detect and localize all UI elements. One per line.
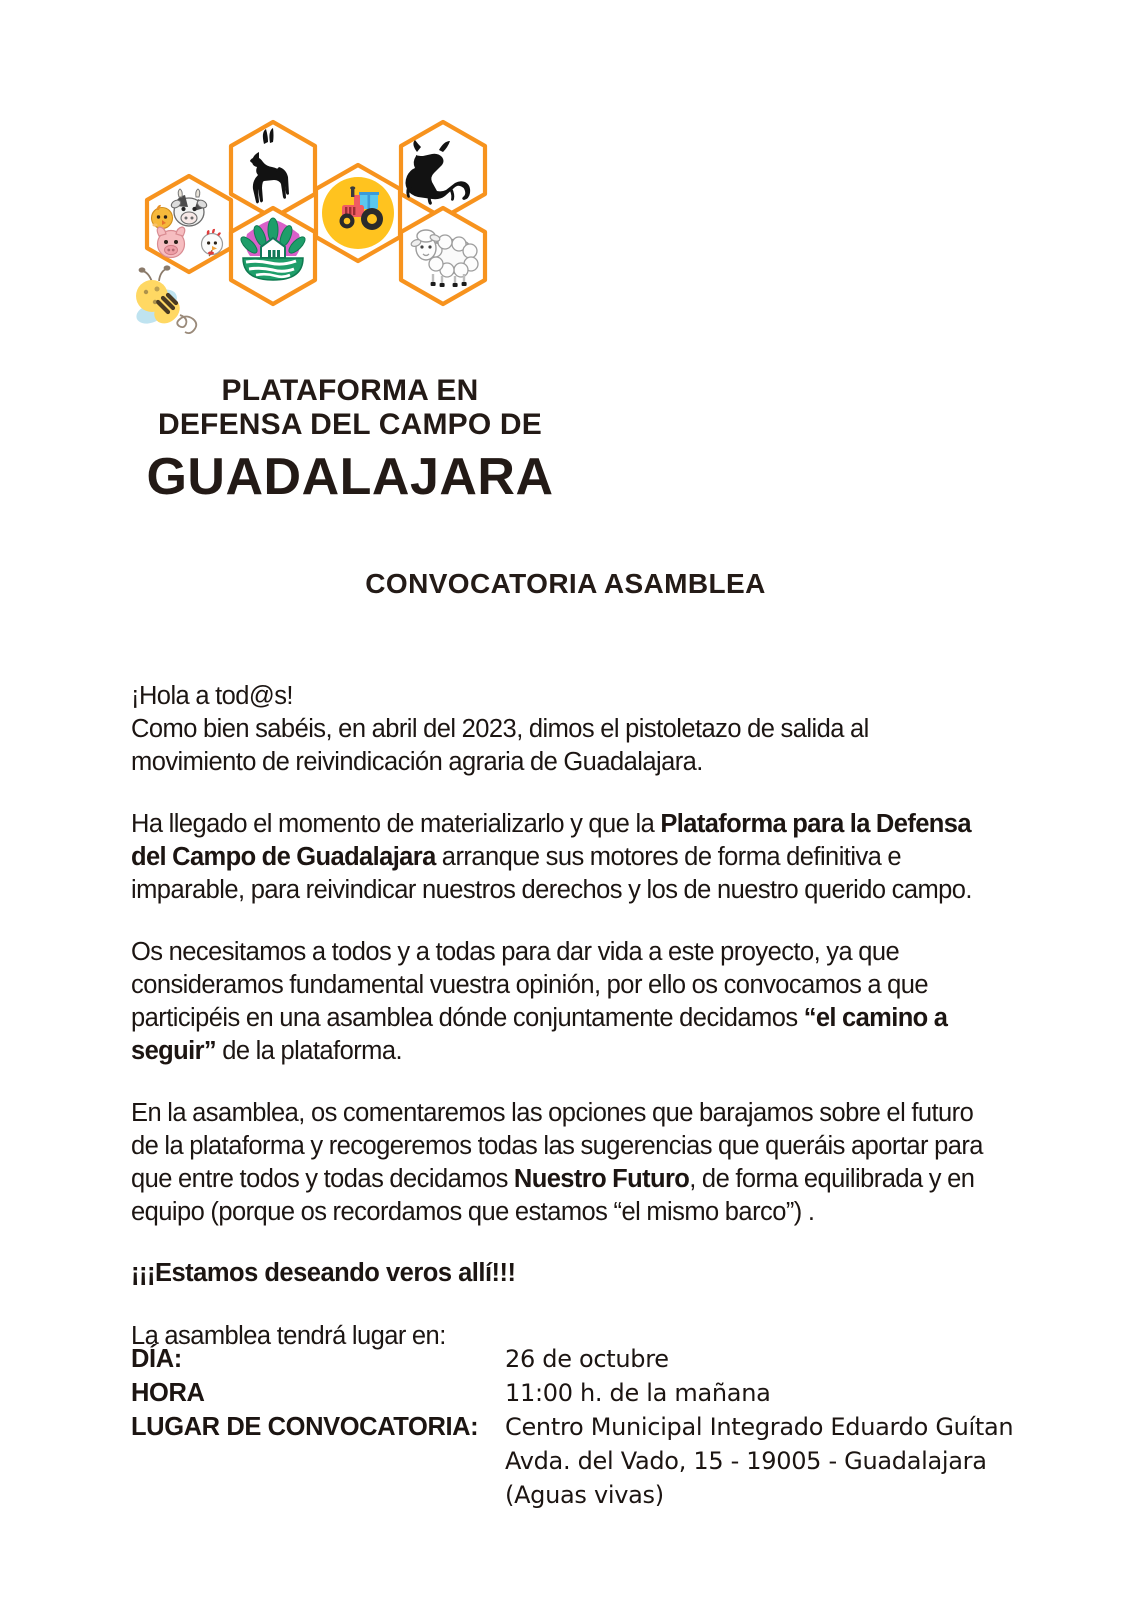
address-line-3: (Aguas vivas) [505,1481,664,1509]
hex-farm-animals [147,176,231,272]
call-to-action-text: ¡¡¡Estamos deseando veros allí!!! [131,1259,516,1287]
letter-body [131,680,991,1353]
address-line-2: Avda. del Vado, 15 - 19005 - Guadalajara [505,1447,987,1475]
p3-after: de la plataforma. [216,1037,403,1065]
paragraph-plataforma [131,808,991,907]
paragraph-futuro [131,1097,991,1229]
hex-tractor [316,165,400,261]
page-title: CONVOCATORIA ASAMBLEA [365,568,766,599]
logo-line-3: GUADALAJARA [146,448,554,506]
p3-before: Os necesitamos a todos y a todas para dar vida a este proyecto, ya que consideramos fundamental vuestra opinión, por ello os convocamos a que participéis en una asamblea dónde conjuntamente decidamos [131,938,929,1032]
detail-value-dia: 26 de octubre [505,1345,669,1373]
organization-logo [0,112,700,512]
p2-bold: Plataforma para la Defensa del Campo de Guadalajara [131,810,971,871]
paragraph-participacion [131,936,991,1068]
hex-sheep [401,208,485,304]
hex-farm-field [231,208,315,304]
p4-bold: Nuestro Futuro [513,1165,690,1193]
hex-goat [231,122,315,218]
logo-line-1: PLATAFORMA EN [221,374,479,407]
detail-row-lugar [131,1410,1031,1444]
hex-bull [401,122,485,218]
p4-after: , de forma equilibrada y en equipo (porque os recordamos que estamos “el mismo barco”) . [131,1165,975,1226]
logo-line-2: DEFENSA DEL CAMPO DE [157,408,543,441]
detail-label-lugar: LUGAR DE CONVOCATORIA: [131,1413,479,1441]
detail-row-dia [131,1342,1031,1376]
detail-value-hora: 11:00 h. de la mañana [505,1379,771,1407]
p3-bold: “el camino a seguir” [131,1004,948,1065]
detail-label-dia: DÍA: [131,1345,182,1373]
p2-after: arranque sus motores de forma definitiva e imparable, para reivindicar nuestros derechos y los de nuestro querido campo. [131,843,972,904]
event-details [131,1342,1031,1512]
p2-before: Ha llegado el momento de materializarlo y que la [131,810,661,838]
detail-row-hora [131,1376,1031,1410]
detail-label-hora: HORA [131,1379,205,1407]
greeting-text: ¡Hola a tod@s! [131,682,293,710]
paragraph-intro [131,680,991,779]
closing-text: La asamblea tendrá lugar en: [131,1322,446,1350]
logo-wordmark [0,374,700,508]
detail-value-lugar: Centro Municipal Integrado Eduardo Guítan [505,1413,1014,1441]
intro-text: Como bien sabéis, en abril del 2023, dimos el pistoletazo de salida al movimiento de reivindicación agraria de Guadalajara. [131,715,869,776]
bee-icon [134,265,196,333]
hexagon-logo-artwork [120,112,550,362]
p4-before: En la asamblea, os comentaremos las opciones que barajamos sobre el futuro de la plataforma y recogeremos todas las sugerencias que queráis aportar para que entre todos y todas decidamos [131,1099,983,1193]
